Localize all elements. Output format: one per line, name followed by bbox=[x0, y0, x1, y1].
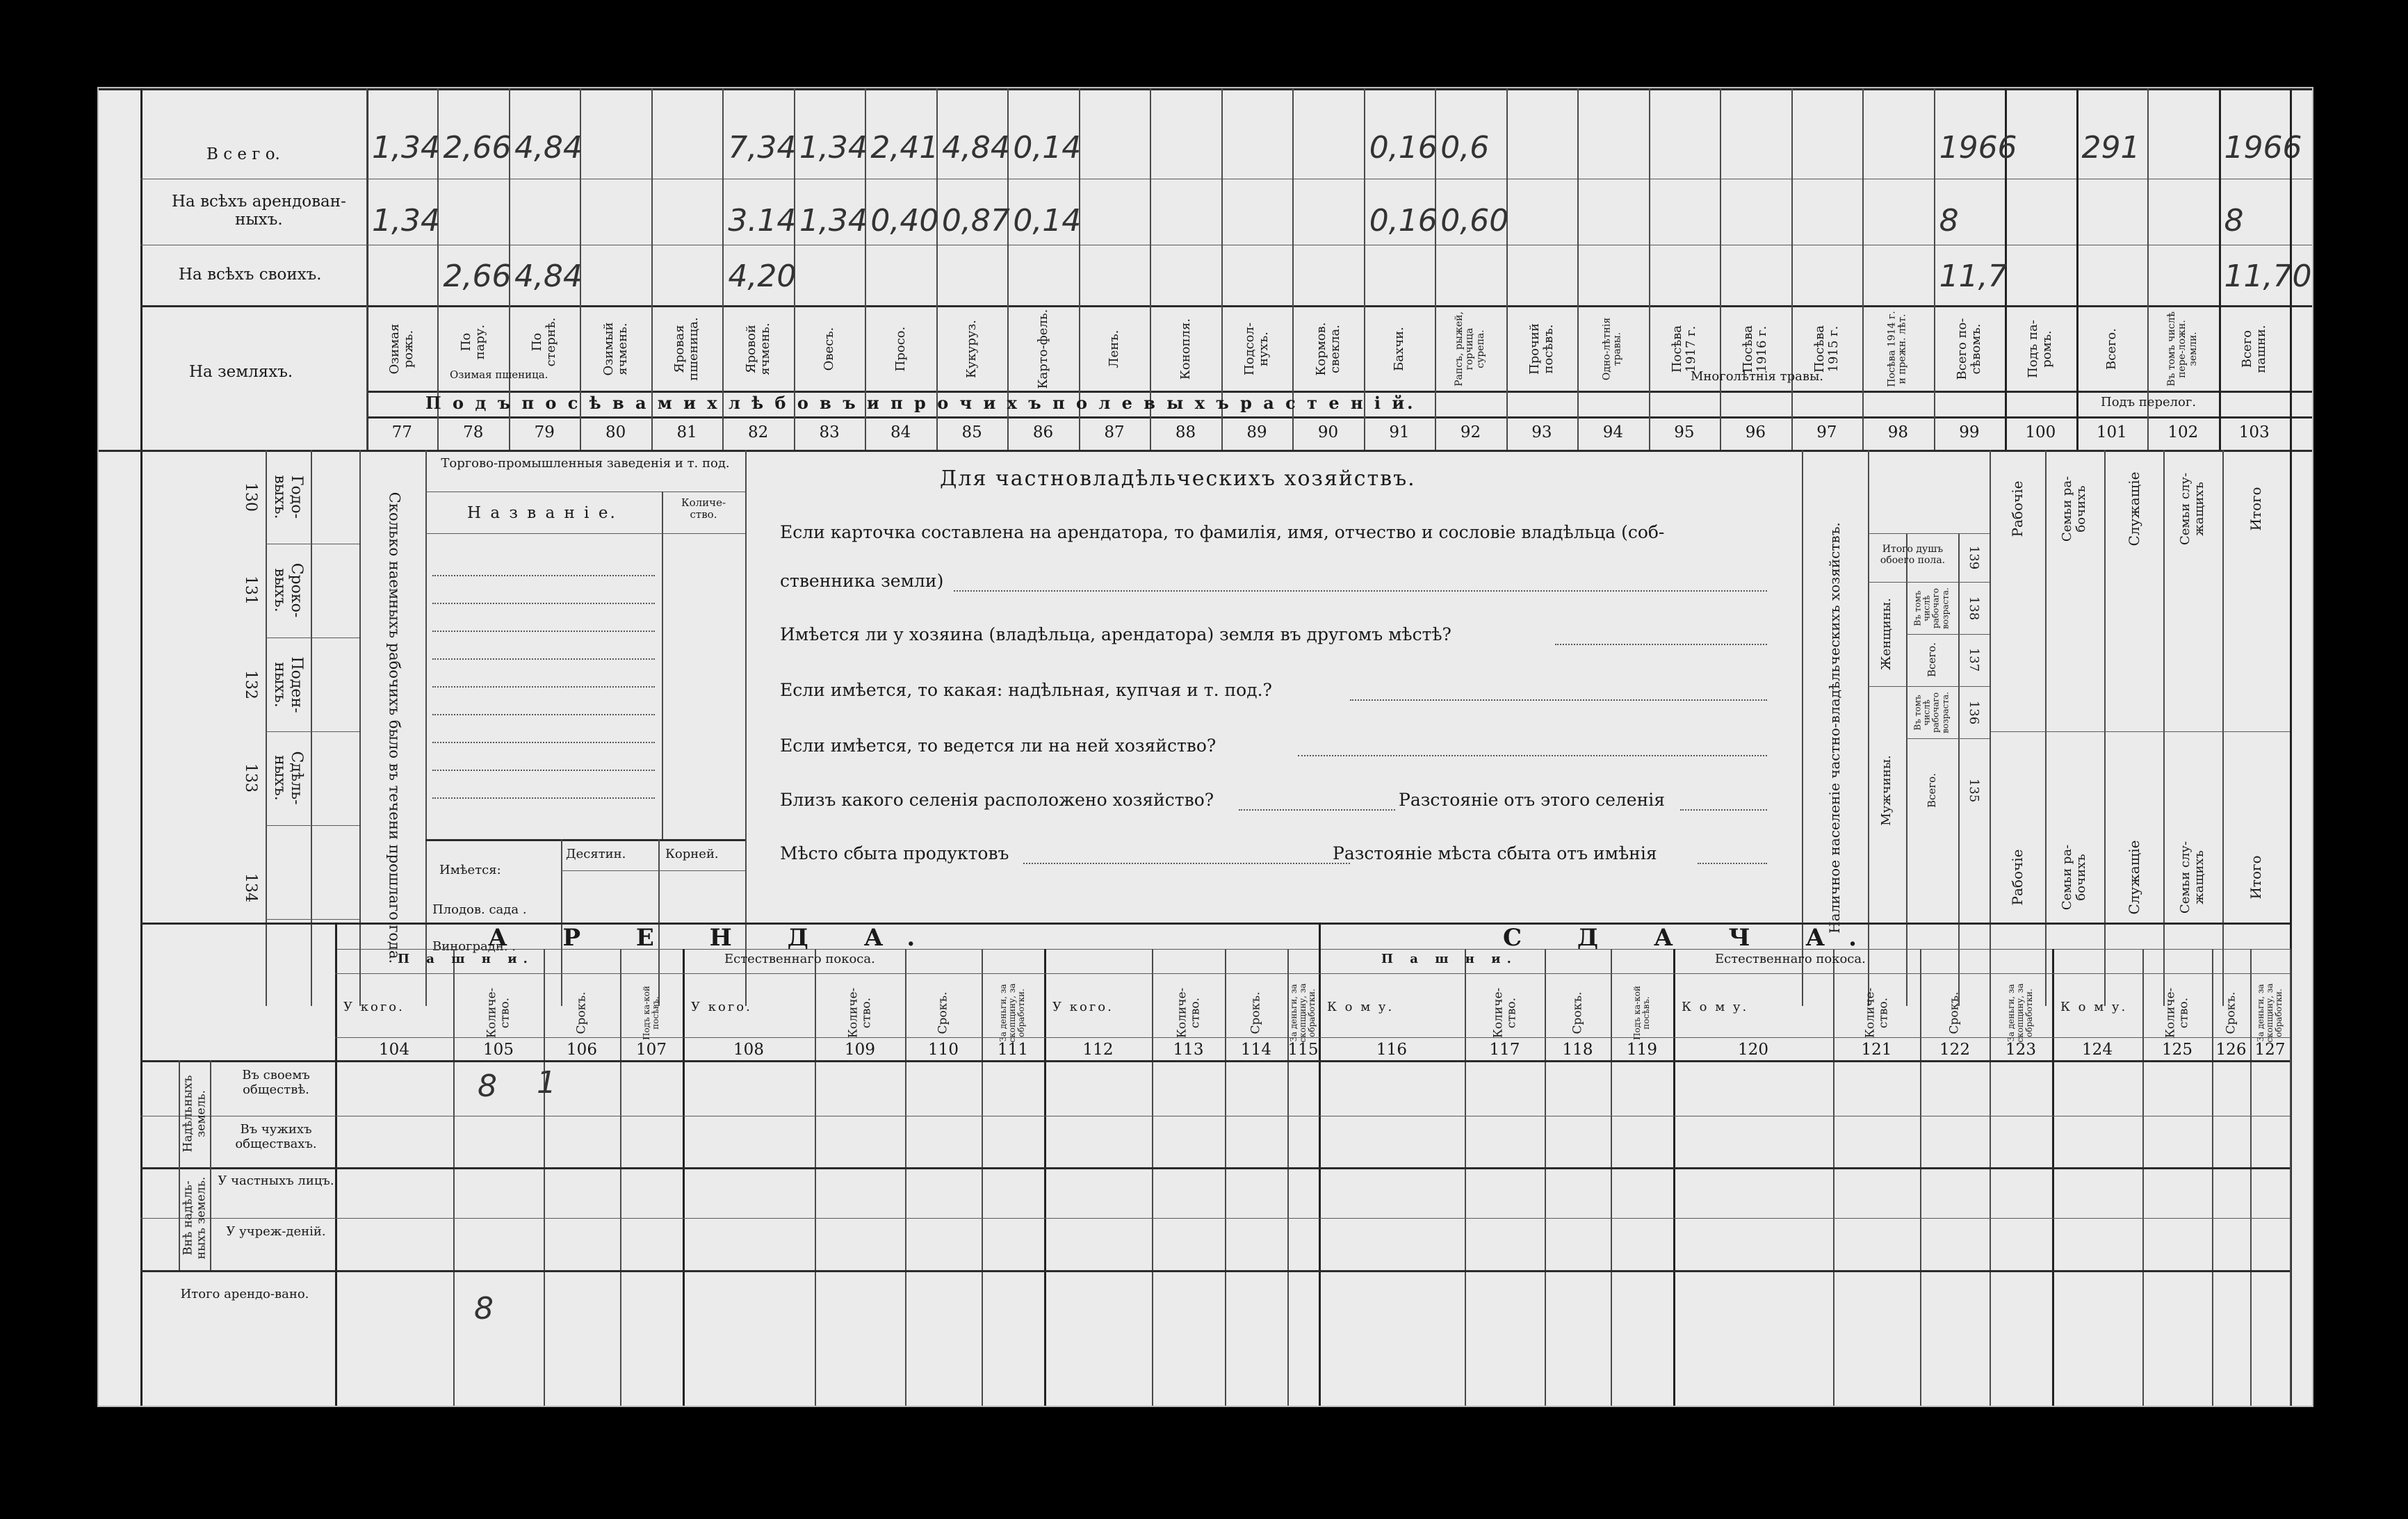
godovyh-label: Годо-выхъ. bbox=[271, 475, 306, 519]
crop-col-line bbox=[1577, 88, 1579, 450]
bottom-col-line bbox=[2052, 949, 2054, 1406]
bottom-col-line bbox=[2212, 949, 2213, 1406]
srokovyh-label: Сроко-выхъ. bbox=[271, 562, 306, 618]
crop-header-7: Овесъ. bbox=[822, 327, 837, 371]
top-border bbox=[99, 88, 2312, 90]
row-line bbox=[366, 416, 2312, 419]
sdacha-label: С Д А Ч А. bbox=[1503, 924, 1880, 952]
crop-col-number: 87 bbox=[1104, 423, 1125, 441]
sdelnyh-label: Сдѣль-ныхъ. bbox=[271, 751, 306, 805]
col-line bbox=[1906, 533, 1907, 1006]
private-line4: Если имѣется, то ведется ли на ней хозяйство? bbox=[780, 736, 1217, 756]
zhenshchiny-label: Женщины. bbox=[1879, 598, 1894, 670]
row-line bbox=[1868, 582, 1990, 583]
crop-header-19: Посѣва 1917 г. bbox=[1670, 325, 1698, 373]
private-line6b: Разстояніе мѣста сбыта отъ имѣнія bbox=[1333, 843, 1657, 863]
crop-col-number: 103 bbox=[2238, 423, 2270, 441]
dotted-line bbox=[432, 603, 655, 604]
bottom-col-number: 109 bbox=[845, 1041, 875, 1059]
bottom-col-number: 114 bbox=[1241, 1041, 1271, 1059]
row-line bbox=[1906, 738, 1990, 739]
bottom-col-header: Количе-ство. bbox=[1490, 987, 1518, 1039]
dotted-line bbox=[1698, 863, 1767, 864]
vsego-w-label: Всего. bbox=[1925, 642, 1938, 677]
crop-col-number: 92 bbox=[1460, 423, 1481, 441]
bottom-col-number: 108 bbox=[733, 1041, 764, 1059]
bottom-col-header: Срокъ. bbox=[936, 991, 950, 1034]
bottom-col-line bbox=[2290, 949, 2291, 1406]
col-line bbox=[1958, 533, 1960, 1006]
crop-header-17: Прочий посѣвъ. bbox=[1527, 323, 1556, 375]
bottom-col-line bbox=[1833, 949, 1835, 1406]
col-132-num: 132 bbox=[242, 670, 260, 699]
crop-header-9: Кукуруз. bbox=[964, 320, 979, 379]
bottom-col-line bbox=[453, 949, 455, 1406]
bottom-col-header: Количе-ство. bbox=[846, 987, 873, 1039]
bottom-col-number: 117 bbox=[1489, 1041, 1520, 1059]
bottom-col-header: За деньги, за скопщину, за обработки. bbox=[1288, 983, 1317, 1043]
col-line bbox=[210, 1060, 211, 1270]
v-tom-chisle-m-label: Въ томъ числѣ рабочаго возраста. bbox=[1912, 692, 1951, 733]
bottom-col-line bbox=[905, 949, 906, 1406]
bottom-col-number: 105 bbox=[483, 1041, 514, 1059]
row-na-zemlyah-label: На земляхъ. bbox=[189, 363, 293, 381]
crop-header-15: Бахчи. bbox=[1392, 327, 1407, 371]
col-131-num: 131 bbox=[242, 576, 260, 605]
estestv-label: Естественнаго покоса. bbox=[724, 952, 875, 966]
torg-title: Торгово-промышленныя заведенія и т. под. bbox=[441, 456, 730, 471]
crop-col-number: 101 bbox=[2096, 423, 2127, 441]
itogo-label: Итого bbox=[2247, 487, 2264, 531]
hw-bottom-1: 8 bbox=[478, 1069, 497, 1104]
row-line bbox=[1868, 686, 1990, 687]
bottom-col-number: 106 bbox=[567, 1041, 597, 1059]
bottom-col-header: Количе-ство. bbox=[1174, 987, 1202, 1039]
col-line bbox=[179, 1060, 180, 1270]
hw-bottom-3: 8 bbox=[474, 1291, 494, 1326]
pop-num-139: 139 bbox=[1966, 545, 1981, 570]
hw-arend: 8 bbox=[2224, 203, 2244, 238]
row-line bbox=[140, 1060, 2290, 1062]
row-line bbox=[1906, 634, 1990, 635]
korney-label: Корней. bbox=[665, 847, 719, 861]
hw-svoih: 4,20 bbox=[728, 259, 797, 294]
bottom-col-header: Срокъ. bbox=[1570, 991, 1585, 1034]
bottom-col-header: У кого. bbox=[343, 1000, 405, 1014]
private-line1b: ственника земли) bbox=[780, 571, 944, 591]
dotted-line bbox=[1350, 699, 1767, 701]
bottom-col-line bbox=[1152, 949, 1153, 1406]
dotted-line bbox=[432, 714, 655, 715]
bottom-col-line bbox=[815, 949, 816, 1406]
hw-svoih: 11,70 bbox=[2224, 259, 2312, 294]
crop-col-number: 80 bbox=[605, 423, 626, 441]
row-svoih-label: На всѣхъ своихъ. bbox=[179, 266, 322, 284]
vinogradn-label: Виноградн. . bbox=[432, 939, 516, 954]
pashni-label: П а ш н и. bbox=[1381, 952, 1518, 966]
row-line bbox=[140, 1167, 2290, 1169]
crop-col-line bbox=[366, 88, 368, 450]
bottom-col-number: 113 bbox=[1173, 1041, 1204, 1059]
row-line bbox=[266, 919, 359, 920]
row-svoem-label: Въ своемъ обществѣ. bbox=[242, 1068, 310, 1097]
nadelnyh-label: Надѣльныхъ земель. bbox=[181, 1075, 208, 1153]
crop-col-number: 86 bbox=[1032, 423, 1054, 441]
private-line3: Если имѣется, то какая: надѣльная, купчая и т. под.? bbox=[780, 680, 1272, 700]
pop-num-136: 136 bbox=[1966, 700, 1981, 725]
crop-col-line bbox=[1649, 88, 1650, 450]
hw-arend: 0,87 bbox=[941, 203, 1010, 238]
nalichnoe-label: Наличное населеніе частно-владѣльческихъ хозяйствъ. bbox=[1826, 522, 1843, 934]
crop-header-13: Подсол-нухъ. bbox=[1242, 322, 1271, 376]
pop-num-138: 138 bbox=[1966, 596, 1981, 621]
left-margin-line bbox=[140, 88, 143, 1406]
bottom-col-header: Количе-ство. bbox=[485, 987, 512, 1039]
dotted-line bbox=[432, 658, 655, 660]
bottom-col-number: 118 bbox=[1562, 1041, 1593, 1059]
row-line bbox=[99, 450, 2312, 452]
crop-header-1: Озимая рожь. bbox=[387, 323, 416, 375]
bottom-col-line bbox=[1044, 949, 1046, 1406]
bottom-col-number: 121 bbox=[1861, 1041, 1892, 1059]
dotted-line bbox=[954, 590, 1767, 592]
pashni-label: П а ш н и. bbox=[398, 952, 534, 966]
crop-header-27: Всего пашни. bbox=[2239, 325, 2268, 373]
row-vsego-label: В с е г о. bbox=[206, 145, 280, 163]
row-line bbox=[266, 637, 359, 638]
crop-header-4: Озимый ячмень. bbox=[601, 322, 630, 376]
bottom-col-line bbox=[544, 949, 545, 1406]
sluzhashchie-label-2: Служащіе bbox=[2126, 840, 2142, 915]
row-line bbox=[335, 1037, 2290, 1038]
hw-vsego: 2,41 bbox=[870, 130, 939, 165]
bottom-col-header: За деньги, за скопщину, за обработки. bbox=[998, 983, 1027, 1043]
bottom-col-number: 116 bbox=[1376, 1041, 1407, 1059]
dotted-line bbox=[432, 631, 655, 632]
crop-col-line bbox=[1934, 88, 1935, 450]
row-line bbox=[1868, 533, 1990, 534]
crop-header-25: Всего. bbox=[2104, 328, 2119, 370]
col-line bbox=[662, 492, 663, 839]
bottom-col-header: За деньги, за скопщину, за обработки. bbox=[2255, 983, 2284, 1043]
hw-arend: 1,34 bbox=[799, 203, 868, 238]
hw-arend: 8 bbox=[1939, 203, 1959, 238]
hw-svoih: 11,7 bbox=[1939, 259, 2008, 294]
private-line6a: Мѣсто сбыта продуктовъ bbox=[780, 843, 1009, 863]
crop-col-number: 96 bbox=[1745, 423, 1766, 441]
bottom-col-line bbox=[1611, 949, 1612, 1406]
dotted-line bbox=[432, 770, 655, 771]
private-line2: Имѣется ли у хозяина (владѣльца, арендатора) земля въ другомъ мѣстѣ? bbox=[780, 624, 1451, 644]
crop-col-number: 90 bbox=[1317, 423, 1339, 441]
dotted-line bbox=[1298, 755, 1767, 756]
bottom-col-header: У кого. bbox=[1052, 1000, 1114, 1014]
row-line bbox=[140, 1218, 2290, 1219]
hw-vsego: 1966 bbox=[1939, 130, 2017, 165]
col-134-num: 134 bbox=[242, 873, 260, 902]
crop-col-number: 99 bbox=[1959, 423, 1980, 441]
crop-col-line bbox=[1791, 88, 1793, 450]
crop-col-line bbox=[1506, 88, 1508, 450]
dotted-line bbox=[432, 686, 655, 688]
private-title: Для частновладѣльческихъ хозяйствъ. bbox=[940, 466, 1416, 491]
bottom-col-line bbox=[2142, 949, 2144, 1406]
crop-col-number: 78 bbox=[463, 423, 484, 441]
dotted-line bbox=[1680, 809, 1767, 811]
arenda-label: А Р Е Н Д А. bbox=[488, 924, 939, 952]
rabochie-label: Рабочіе bbox=[2009, 480, 2026, 537]
bottom-col-header: Подъ ка-кой посѣвъ. bbox=[1632, 986, 1651, 1040]
bottom-col-header: К о м у. bbox=[1327, 1000, 1394, 1014]
crop-col-number: 88 bbox=[1175, 423, 1196, 441]
hw-vsego: 1,34 bbox=[799, 130, 868, 165]
bottom-col-number: 111 bbox=[998, 1041, 1028, 1059]
crop-header-12: Конопля. bbox=[1178, 318, 1193, 380]
pod-perelog-label: Подъ перелог. bbox=[2101, 395, 2197, 409]
bottom-col-number: 119 bbox=[1627, 1041, 1657, 1059]
v-tom-chisle-label: Въ томъ числѣ рабочаго возраста. bbox=[1912, 587, 1951, 629]
vsego-m-label: Всего. bbox=[1925, 773, 1938, 808]
hw-vsego: 1966 bbox=[2224, 130, 2302, 165]
crop-header-5: Яровая пшеница. bbox=[672, 317, 701, 381]
row-line bbox=[561, 870, 745, 871]
kolichestvo-label: Количе-ство. bbox=[681, 496, 726, 521]
crop-col-number: 83 bbox=[819, 423, 840, 441]
hw-svoih: 4,84 bbox=[514, 259, 583, 294]
row-line bbox=[140, 923, 2290, 925]
crop-header-2: По пару. bbox=[458, 324, 487, 360]
hw-vsego: 0,16 bbox=[1369, 130, 1438, 165]
bottom-col-header: Срокъ. bbox=[2224, 991, 2238, 1034]
pod-posevami-label: П о д ъ п о с ѣ в а м и х л ѣ б о в ъ и п р о ч и х ъ п о л е в ы х ъ р а с т е н і й. bbox=[425, 393, 1416, 413]
dotted-line bbox=[1023, 863, 1350, 864]
crop-col-number: 93 bbox=[1531, 423, 1552, 441]
hw-vsego: 291 bbox=[2081, 130, 2140, 165]
hw-svoih: 2,66 bbox=[443, 259, 512, 294]
hw-arend: 1,34 bbox=[372, 203, 440, 238]
crop-col-line bbox=[1720, 88, 1721, 450]
bottom-col-header: У кого. bbox=[691, 1000, 752, 1014]
semi-sluzh-label: Семьи слу-жащихъ bbox=[2178, 472, 2206, 546]
bottom-col-line bbox=[2250, 949, 2252, 1406]
crop-header-16: Рапсъ, рыжей, горчица сурепа. bbox=[1454, 311, 1487, 387]
desyatin-label: Десятин. bbox=[566, 847, 626, 861]
bottom-col-number: 112 bbox=[1082, 1041, 1114, 1059]
bottom-col-line bbox=[1990, 949, 1991, 1406]
crop-col-number: 84 bbox=[890, 423, 911, 441]
bottom-col-line bbox=[1673, 949, 1675, 1406]
bottom-col-number: 104 bbox=[379, 1041, 409, 1059]
crop-header-11: Ленъ. bbox=[1107, 330, 1122, 368]
row-line bbox=[335, 949, 2290, 950]
bottom-col-header: К о м у. bbox=[1682, 1000, 1749, 1014]
crop-header-3: По стернѣ. bbox=[530, 317, 559, 367]
hw-bottom-2: 1 bbox=[537, 1065, 556, 1100]
hw-arend: 0,16 bbox=[1369, 203, 1438, 238]
row-line bbox=[266, 731, 359, 732]
hw-arend: 0,40 bbox=[870, 203, 939, 238]
bottom-col-number: 127 bbox=[2254, 1041, 2286, 1059]
sluzhashchie-label: Служащіе bbox=[2126, 471, 2142, 546]
bottom-col-number: 125 bbox=[2162, 1041, 2193, 1059]
bottom-col-header: К о м у. bbox=[2060, 1000, 2128, 1014]
crop-header-24: Подъ па-ромъ. bbox=[2026, 320, 2055, 378]
bottom-col-header: Количе-ство. bbox=[1862, 987, 1890, 1039]
hw-vsego: 4,84 bbox=[514, 130, 583, 165]
nazvanie-label: Н а з в а н і е. bbox=[467, 504, 617, 522]
hw-arend: 0,60 bbox=[1440, 203, 1509, 238]
bottom-col-line bbox=[1319, 949, 1321, 1406]
bottom-col-number: 124 bbox=[2082, 1041, 2113, 1059]
hw-vsego: 0,6 bbox=[1440, 130, 1490, 165]
crop-col-number: 82 bbox=[748, 423, 769, 441]
mnogoletnie-label: Многолѣтнія травы. bbox=[1691, 369, 1824, 384]
semi-sluzh-label-2: Семьи слу-жащихъ bbox=[2178, 840, 2206, 914]
census-card bbox=[97, 87, 2313, 1407]
podennyh-label: Поден-ныхъ. bbox=[271, 656, 306, 713]
row-line bbox=[425, 533, 745, 534]
crop-header-8: Просо. bbox=[893, 326, 908, 372]
crop-header-10: Карто-фель. bbox=[1035, 309, 1050, 389]
hw-vsego: 2,66 bbox=[443, 130, 512, 165]
pop-num-137: 137 bbox=[1966, 647, 1981, 672]
itogo-dush-label: Итого душъ обоего пола. bbox=[1880, 544, 1946, 567]
hw-vsego: 4,84 bbox=[941, 130, 1010, 165]
bottom-col-line bbox=[620, 949, 621, 1406]
crop-header-22: Посѣва 1914 г. и прежн. лѣт. bbox=[1886, 311, 1909, 387]
row-line bbox=[140, 1270, 2290, 1272]
hw-vsego: 7,34 bbox=[728, 130, 797, 165]
dotted-line bbox=[432, 797, 655, 799]
hw-vsego: 0,14 bbox=[1013, 130, 1082, 165]
dotted-line bbox=[1239, 809, 1395, 811]
bottom-col-number: 122 bbox=[1939, 1041, 1970, 1059]
bottom-col-line bbox=[335, 949, 337, 1406]
row-uchrezh-label: У учреж-деній. bbox=[226, 1224, 326, 1239]
crop-col-number: 79 bbox=[534, 423, 555, 441]
bottom-col-header: Срокъ. bbox=[574, 991, 589, 1034]
bottom-col-number: 110 bbox=[928, 1041, 959, 1059]
bottom-col-number: 126 bbox=[2215, 1041, 2247, 1059]
dotted-line bbox=[1555, 644, 1767, 645]
bottom-col-header: Срокъ. bbox=[1248, 991, 1263, 1034]
row-arend-label: На всѣхъ арендован- ныхъ. bbox=[172, 193, 346, 229]
estestv-label: Естественнаго покоса. bbox=[1715, 952, 1866, 966]
crop-col-number: 91 bbox=[1389, 423, 1410, 441]
crop-header-20: Посѣва 1916 г. bbox=[1741, 325, 1770, 373]
private-line1: Если карточка составлена на арендатора, то фамилія, имя, отчество и сословіе владѣльца (соб- bbox=[780, 522, 1665, 542]
crop-col-number: 77 bbox=[391, 423, 412, 441]
crop-col-line bbox=[2076, 88, 2078, 450]
bottom-col-line bbox=[1465, 949, 1466, 1406]
crop-header-14: Кормов. свекла. bbox=[1313, 322, 1342, 376]
bottom-col-line bbox=[1545, 949, 1546, 1406]
itogo-label-2: Итого bbox=[2247, 855, 2264, 900]
rabochie-label-2: Рабочіе bbox=[2009, 849, 2026, 906]
hw-arend: 3.14 bbox=[728, 203, 797, 238]
plodov-sada-label: Плодов. сада . bbox=[432, 902, 527, 917]
private-line5b: Разстояніе отъ этого селенія bbox=[1399, 790, 1666, 810]
crop-col-number: 97 bbox=[1816, 423, 1837, 441]
crop-header-18: Одно-лѣтнія травы. bbox=[1602, 317, 1624, 381]
crop-col-number: 94 bbox=[1602, 423, 1624, 441]
bottom-col-line bbox=[982, 949, 983, 1406]
bottom-col-header: Количе-ство. bbox=[2163, 987, 2190, 1039]
bottom-col-number: 123 bbox=[2006, 1041, 2036, 1059]
crop-header-23: Всего по-сѣвомъ. bbox=[1955, 318, 1983, 380]
bottom-col-number: 115 bbox=[1287, 1041, 1319, 1059]
row-line bbox=[425, 839, 745, 841]
imeetsya-label: Имѣется: bbox=[439, 863, 501, 877]
crop-col-number: 102 bbox=[2167, 423, 2199, 441]
row-chastnyh-label: У частныхъ лицъ. bbox=[218, 1173, 334, 1188]
bottom-col-header: Подъ ка-кой посѣвъ. bbox=[641, 986, 660, 1040]
row-itogo-label: Итого арендо-вано. bbox=[180, 1287, 309, 1301]
bottom-col-line bbox=[1225, 949, 1226, 1406]
vne-nadelnyh-label: Внѣ надѣль-ныхъ земель. bbox=[181, 1176, 208, 1260]
bottom-col-header: За деньги, за скопщину, за обработки. bbox=[2006, 983, 2035, 1043]
private-line5a: Близъ какого селенія расположено хозяйство? bbox=[780, 790, 1214, 810]
bottom-col-number: 120 bbox=[1738, 1041, 1768, 1059]
crop-col-number: 98 bbox=[1887, 423, 1908, 441]
crop-header-21: Посѣва 1915 г. bbox=[1812, 325, 1841, 373]
row-line bbox=[266, 825, 359, 826]
crop-col-number: 81 bbox=[676, 423, 697, 441]
crop-col-number: 89 bbox=[1246, 423, 1267, 441]
crop-header-26: Въ томъ числѣ пере-ложн. земли. bbox=[2166, 311, 2199, 387]
crop-col-line bbox=[2219, 88, 2221, 450]
crop-col-number: 85 bbox=[961, 423, 982, 441]
semi-rab-label: Семьи ра-бочихъ bbox=[2060, 476, 2088, 542]
dotted-line bbox=[432, 742, 655, 743]
row-chuzhih-label: Въ чужихъ обществахъ. bbox=[235, 1122, 317, 1151]
bottom-col-header: Срокъ. bbox=[1947, 991, 1962, 1034]
col-133-num: 133 bbox=[242, 763, 260, 793]
hw-arend: 0,14 bbox=[1013, 203, 1082, 238]
row-line bbox=[140, 305, 2312, 307]
crop-header-6: Яровой ячмень. bbox=[743, 323, 772, 375]
crop-col-number: 95 bbox=[1674, 423, 1695, 441]
row-line bbox=[335, 973, 2290, 974]
bottom-col-line bbox=[1920, 949, 1921, 1406]
ozimaya-pshenica-label: Озимая пшеница. bbox=[450, 368, 548, 381]
crop-col-number: 100 bbox=[2025, 423, 2056, 441]
crop-col-line bbox=[1862, 88, 1864, 450]
semi-rab-label-2: Семьи ра-бочихъ bbox=[2060, 844, 2088, 911]
muzhchiny-label: Мужчины. bbox=[1879, 755, 1894, 826]
dotted-line bbox=[432, 575, 655, 576]
row-line bbox=[1990, 731, 2290, 732]
pop-num-135: 135 bbox=[1966, 778, 1981, 803]
bottom-col-number: 107 bbox=[636, 1041, 667, 1059]
skolko-label: Сколько наемныхъ рабочихъ было въ течени прошлаго года. bbox=[386, 492, 403, 964]
bottom-col-line bbox=[683, 949, 685, 1406]
hw-vsego: 1,34 bbox=[372, 130, 440, 165]
col-130-num: 130 bbox=[242, 482, 260, 512]
